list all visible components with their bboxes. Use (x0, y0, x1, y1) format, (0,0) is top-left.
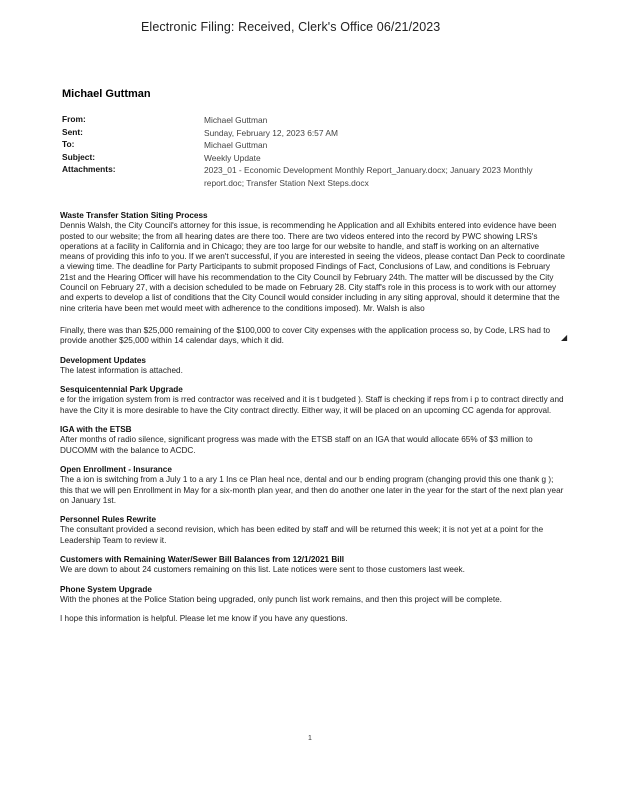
sent-value: Sunday, February 12, 2023 6:57 AM (204, 127, 338, 138)
section-paragraph: We are down to about 24 customers remaining on this list. Late notices were sent to those customers last week. (60, 565, 465, 575)
section-personnel-rules (60, 515, 565, 546)
section-title: Customers with Remaining Water/Sewer Bill Balances from 12/1/2021 Bill (60, 555, 345, 565)
section-paragraph: With the phones at the Police Station being upgraded, only punch list work remains, and then this project will be complete. (60, 594, 502, 604)
section-title: IGA with the ETSB (60, 425, 132, 435)
closing-line: I hope this information is helpful. Please let me know if you have any questions. (60, 614, 348, 624)
section-title: Personnel Rules Rewrite (60, 515, 157, 525)
section-paragraph: Finally, there was than $25,000 remaining of the $100,000 to cover City expenses with the application process so, by Code, LRS had to provide another $25,000 within 14 calendar days, which it did. (60, 325, 551, 346)
section-paragraph: e for the irrigation system from is rred contractor was received and it is t budgeted ). Staff is checking if reps from i p to contract directly and have the City it is more desirable to have the City contract directly. Either way, it will be placed on an upcoming CC agenda for approval. (60, 395, 564, 415)
page-number: 1 (308, 735, 312, 742)
section-paragraph: Dennis Walsh, the City Council's attorney for this issue, is recommending he Application and all Exhibits entered into evidence have been posted to our website; the from all hearing dates are there too. There are two videos entered into the record by PWC showing LRS's operations at a facility in California and in Chicago; they are too large for our website to handle, and staff is working on an alternative means of providing this info to you. If we aren't successful, if you are interested in seeing the videos, please contact Dan Peck to coordinate a viewing time. The deadline for Party Participants to submit proposed Findings of Fact, Conclusions of Law, and conditions is February 21st and the Hearing Officer will have his recommendation to the City Council by February 24th. The matter will be discussed by the City Council on February 27, with a decision scheduled to be made on February 28. City staff's role in this process is to work with our attorney and experts to develop a list of conditions that the City Council would consider including in any siting approval, should it determine that the nine criteria have been met would meet with adherence to the conditions imposed). Mr. Walsh is also (60, 221, 565, 313)
section-iga-etsb (60, 425, 565, 456)
section-title: Open Enrollment - Insurance (60, 464, 172, 474)
email-body (60, 211, 568, 633)
attachments-label: Attachments: (62, 164, 116, 174)
section-sesquicentennial-park (60, 385, 565, 416)
to-label: To: (62, 139, 75, 149)
subject-value: Weekly Update (204, 152, 261, 163)
section-water-sewer-balances (60, 555, 565, 576)
filing-stamp: Electronic Filing: Received, Clerk's Office 06/21/2023 (141, 20, 441, 34)
section-title: Sesquicentennial Park Upgrade (60, 385, 183, 395)
attachments-value: 2023_01 - Economic Development Monthly Report_January.docx; January 2023 Monthly report.doc; Transfer Station Next Steps.docx (204, 165, 533, 188)
section-waste-transfer (60, 211, 568, 347)
section-title: Development Updates (60, 355, 146, 365)
section-title: Phone System Upgrade (60, 584, 152, 594)
section-open-enrollment (60, 465, 565, 506)
from-value: Michael Guttman (204, 115, 268, 125)
from-label: From: (62, 114, 86, 124)
section-paragraph: The consultant provided a second revision, which has been edited by staff and will be returned this week; it is not yet at a point for the Leadership Team to review it. (60, 525, 544, 545)
section-phone-system (60, 585, 565, 606)
sent-label: Sent: (62, 126, 83, 137)
sender-name: Michael Guttman (62, 88, 151, 100)
section-title: Waste Transfer Station Siting Process (60, 211, 208, 220)
to-value: Michael Guttman (204, 140, 268, 150)
section-paragraph: The latest information is attached. (60, 365, 183, 375)
section-paragraph: The a ion is switching from a July 1 to a ary 1 Ins ce Plan heal nce, dental and our b ending program (changing provid this one thank g ); this that we will pen Enrollment in May for a six-month plan year, and then do another one later in the year for the start of the next plan year on January 1st. (60, 475, 564, 505)
subject-label: Subject: (62, 151, 96, 162)
section-paragraph: After months of radio silence, significant progress was made with the ETSB staff on an IGA that would allocate 65% of $3 million to DUCOMM with the balance to ACDC. (60, 435, 533, 455)
cursor-icon: ◢ (561, 333, 568, 342)
section-development-updates (60, 356, 565, 377)
